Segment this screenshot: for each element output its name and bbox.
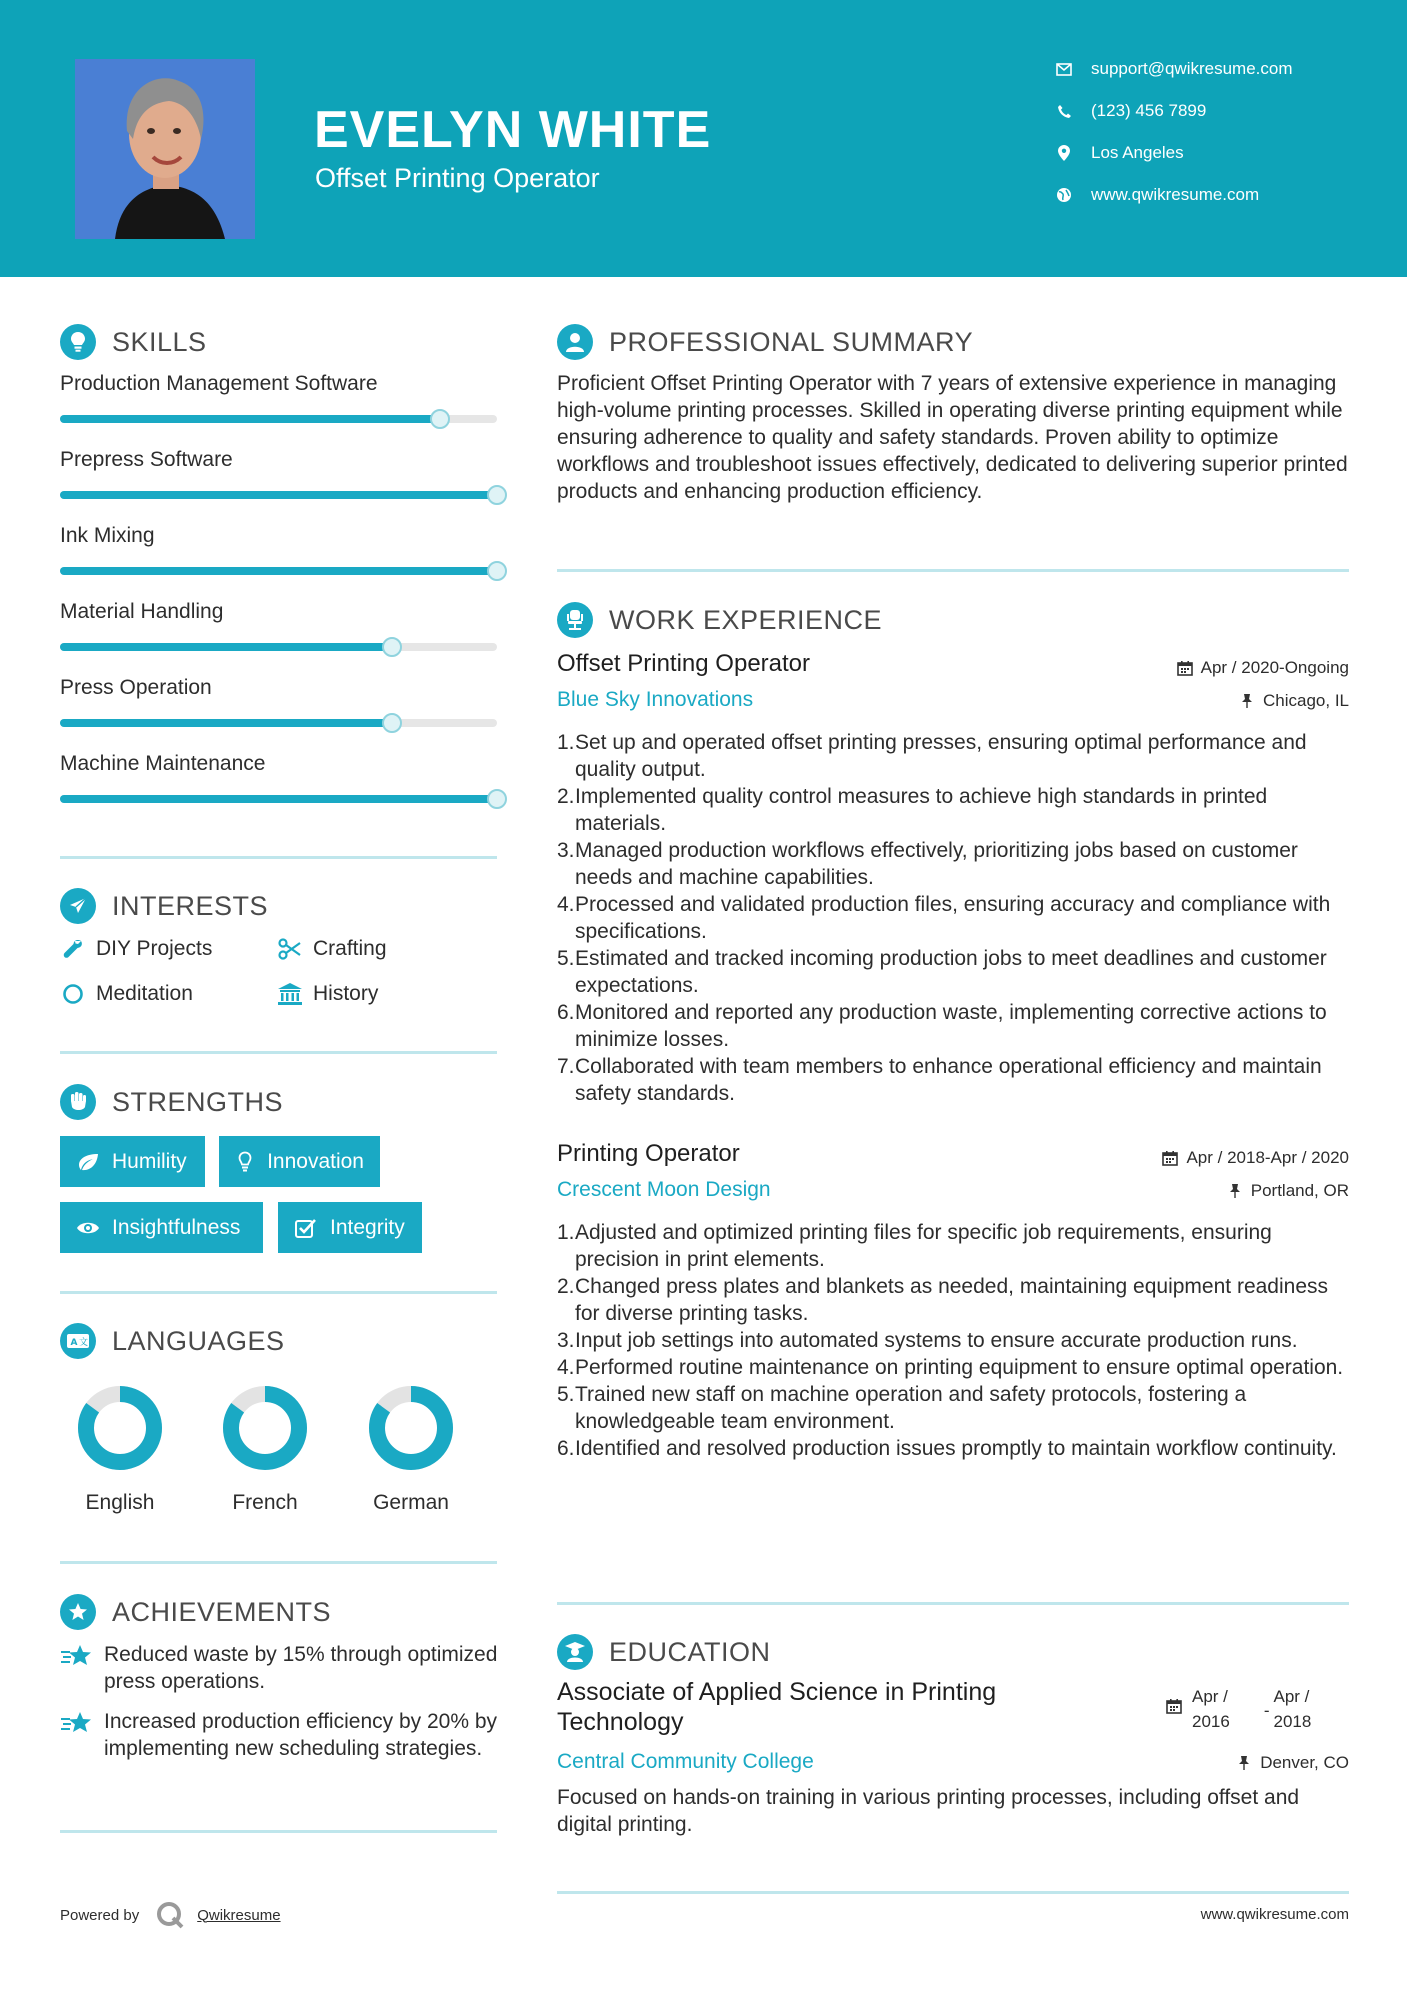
skill-bar-knob	[487, 789, 507, 809]
skill-bar-fill	[60, 719, 392, 727]
job-role: Offset Printing Operator	[557, 650, 811, 677]
profile-photo	[75, 59, 255, 239]
skill-label: Press Operation	[60, 676, 212, 699]
duty-number: 5.	[557, 947, 575, 970]
interests-heading	[60, 888, 268, 924]
interest-item	[60, 981, 193, 1007]
lightbulb-icon	[60, 324, 96, 360]
section-divider	[557, 569, 1349, 572]
map-pin-icon	[1055, 144, 1073, 162]
skill-label: Ink Mixing	[60, 524, 155, 547]
contact-location-text: Los Angeles	[1091, 143, 1184, 162]
language-ring	[366, 1383, 456, 1473]
skill-label: Production Management Software	[60, 372, 378, 395]
achievement-item	[60, 1708, 500, 1762]
paper-plane-icon	[60, 888, 96, 924]
star-icon	[60, 1710, 94, 1762]
languages-heading-text: LANGUAGES	[112, 1325, 285, 1356]
interest-label: Crafting	[313, 937, 387, 960]
duty-number: 6.	[557, 1437, 575, 1460]
section-divider	[60, 1830, 497, 1833]
strength-label: Insightfulness	[112, 1215, 241, 1239]
skill-bar-knob	[430, 409, 450, 429]
strength-badge	[60, 1202, 263, 1253]
duty-text: Processed and validated production files, ensuring accuracy and compliance with specifications.	[575, 893, 1331, 943]
wrench-icon	[60, 936, 86, 962]
duty-number: 1.	[557, 731, 575, 754]
job-location-text: Chicago, IL	[1263, 691, 1349, 710]
education-start	[1192, 1684, 1230, 1734]
section-divider	[557, 1891, 1349, 1894]
duty-text: Monitored and reported any production waste, implementing corrective actions to minimize losses.	[575, 1001, 1327, 1051]
skill-bar-knob	[382, 637, 402, 657]
language-label: French	[232, 1491, 298, 1514]
skill-bar	[60, 643, 497, 651]
job-location	[1227, 1181, 1349, 1201]
leaf-icon	[76, 1150, 100, 1174]
duty-item	[557, 1381, 1357, 1435]
contact-location	[1055, 143, 1184, 163]
duty-text: Managed production workflows effectively, prioritizing jobs based on customer needs and machine capabilities.	[575, 839, 1298, 889]
skill-bar-fill	[60, 491, 497, 499]
circle-outline-icon	[60, 981, 86, 1007]
language-item	[195, 1383, 335, 1515]
lightbulb-outline-icon	[235, 1150, 255, 1174]
interest-item	[277, 981, 378, 1007]
section-divider	[557, 1602, 1349, 1605]
education-location	[1236, 1753, 1349, 1773]
duty-item	[557, 1053, 1357, 1107]
education-description: Focused on hands-on training in various printing processes, including offset and digital printing.	[557, 1786, 1300, 1836]
duty-text: Changed press plates and blankets as needed, maintaining equipment readiness for diverse printing tasks.	[575, 1275, 1329, 1325]
pushpin-icon	[1236, 1755, 1252, 1771]
duty-item	[557, 729, 1357, 783]
duty-text: Set up and operated offset printing presses, ensuring optimal performance and quality output.	[575, 731, 1307, 781]
globe-icon	[1055, 186, 1073, 204]
pushpin-icon	[1239, 693, 1255, 709]
user-icon	[557, 324, 593, 360]
skill-bar-fill	[60, 567, 497, 575]
interest-item	[277, 936, 387, 962]
strengths-heading	[60, 1084, 283, 1120]
duty-number: 3.	[557, 839, 575, 862]
skill-label: Machine Maintenance	[60, 752, 266, 775]
language-ring	[220, 1383, 310, 1473]
education-heading-text: EDUCATION	[609, 1636, 771, 1667]
skill-bar-knob	[487, 485, 507, 505]
section-divider	[60, 1051, 497, 1054]
contact-website[interactable]	[1055, 185, 1259, 205]
job-dates-text: Apr / 2020-Ongoing	[1200, 658, 1349, 677]
job-location	[1239, 691, 1349, 711]
svg-text:A: A	[70, 1338, 78, 1348]
qwikresume-link[interactable]: Qwikresume	[197, 1906, 281, 1924]
duty-item	[557, 1273, 1357, 1327]
duty-item	[557, 1354, 1357, 1381]
duty-item	[557, 999, 1357, 1053]
job-role: Printing Operator	[557, 1140, 740, 1167]
education-dates	[1166, 1684, 1311, 1734]
duty-item	[557, 945, 1357, 999]
job-dates-text: Apr / 2018-Apr / 2020	[1186, 1148, 1349, 1167]
job-company: Crescent Moon Design	[557, 1178, 771, 1201]
duty-item	[557, 891, 1357, 945]
calendar-icon	[1177, 660, 1193, 676]
scissors-icon	[277, 936, 303, 962]
achievement-text: Increased production efficiency by 20% by implementing new scheduling strategies.	[104, 1710, 498, 1760]
skill-bar-knob	[382, 713, 402, 733]
strength-label: Innovation	[267, 1149, 364, 1173]
strength-badge	[278, 1202, 422, 1253]
job-duties	[557, 1219, 1357, 1462]
education-heading	[557, 1634, 771, 1670]
resume-header	[0, 0, 1407, 277]
skill-bar-fill	[60, 643, 392, 651]
achievement-text: Reduced waste by 15% through optimized press operations.	[104, 1643, 498, 1693]
duty-number: 4.	[557, 1356, 575, 1379]
interest-label: Meditation	[96, 982, 193, 1005]
skills-heading	[60, 324, 207, 360]
duty-item	[557, 783, 1357, 837]
education-location-text: Denver, CO	[1260, 1753, 1349, 1772]
duty-number: 3.	[557, 1329, 575, 1352]
education-date-dash: -	[1263, 1701, 1270, 1720]
duty-text: Performed routine maintenance on printing equipment to ensure optimal operation.	[575, 1356, 1344, 1379]
duty-number: 5.	[557, 1383, 575, 1406]
skill-bar	[60, 415, 497, 423]
skill-bar	[60, 491, 497, 499]
skill-bar	[60, 567, 497, 575]
section-divider	[60, 1561, 497, 1564]
skills-heading-text: SKILLS	[112, 326, 207, 357]
pushpin-icon	[1227, 1183, 1243, 1199]
contact-email[interactable]	[1055, 59, 1293, 79]
calendar-icon	[1166, 1698, 1182, 1714]
skill-bar-fill	[60, 795, 497, 803]
candidate-title: Offset Printing Operator	[315, 163, 600, 193]
candidate-name: EVELYN WHITE	[314, 101, 712, 159]
language-item	[50, 1383, 190, 1515]
duty-number: 2.	[557, 1275, 575, 1298]
skill-bar-knob	[487, 561, 507, 581]
language-label: English	[85, 1491, 155, 1514]
qwikresume-logo-icon	[155, 1900, 185, 1930]
achievements-heading-text: ACHIEVEMENTS	[112, 1596, 332, 1627]
star-badge-icon	[60, 1594, 96, 1630]
job-location-text: Portland, OR	[1250, 1181, 1349, 1200]
language-item	[341, 1383, 481, 1515]
duty-item	[557, 1219, 1357, 1273]
education-start-year: 2016	[1192, 1712, 1230, 1731]
language-icon	[60, 1323, 96, 1359]
duty-number: 4.	[557, 893, 575, 916]
section-divider	[60, 1291, 497, 1294]
job-company: Blue Sky Innovations	[557, 688, 754, 711]
contact-phone-text: (123) 456 7899	[1091, 101, 1207, 120]
strength-badge	[219, 1136, 380, 1187]
duty-number: 7.	[557, 1055, 575, 1078]
duty-number: 2.	[557, 785, 575, 808]
achievements-heading	[60, 1594, 331, 1630]
section-divider	[60, 856, 497, 859]
skill-bar	[60, 795, 497, 803]
strength-label: Integrity	[330, 1215, 405, 1239]
skill-label: Prepress Software	[60, 448, 233, 471]
education-end-month: Apr /	[1273, 1687, 1310, 1706]
skill-label: Material Handling	[60, 600, 224, 623]
job-dates	[1177, 658, 1349, 678]
experience-heading-text: WORK EXPERIENCE	[609, 604, 883, 635]
graduate-icon	[557, 1634, 593, 1670]
footer-site[interactable]: www.qwikresume.com	[1200, 1906, 1349, 1923]
contact-website-text: www.qwikresume.com	[1091, 185, 1260, 204]
interest-label: DIY Projects	[96, 937, 213, 960]
education-degree: Associate of Applied Science in Printing Technology	[557, 1678, 997, 1736]
duty-item	[557, 837, 1357, 891]
language-ring	[75, 1383, 165, 1473]
institution-icon	[277, 981, 303, 1007]
duty-number: 6.	[557, 1001, 575, 1024]
phone-icon	[1055, 102, 1073, 120]
duty-item	[557, 1435, 1357, 1462]
eye-icon	[76, 1216, 100, 1240]
duty-text: Adjusted and optimized printing files for specific job requirements, ensuring precision in print elements.	[575, 1221, 1272, 1271]
contact-phone[interactable]	[1055, 101, 1206, 121]
duty-text: Implemented quality control measures to achieve high standards in printed materials.	[575, 785, 1268, 835]
duty-text: Estimated and tracked incoming production jobs to meet deadlines and customer expectations.	[575, 947, 1327, 997]
education-school: Central Community College	[557, 1750, 814, 1773]
strength-label: Humility	[112, 1149, 187, 1173]
powered-by-text: Powered by	[60, 1906, 140, 1924]
duty-text: Input job settings into automated systems to ensure accurate production runs.	[575, 1329, 1298, 1352]
star-icon	[60, 1643, 94, 1695]
summary-text: Proficient Offset Printing Operator with 7 years of extensive experience in managing high-volume printing processes. Skilled in operating diverse printing equipment while ensuring adherence to quality and safety standards. Proven ability to optimize workflows and troubleshoot issues effectively, dedicated to delivering superior printed products and enhancing production efficiency.	[557, 372, 1348, 503]
education-end-year: 2018	[1273, 1712, 1312, 1731]
raised-fist-icon	[60, 1084, 96, 1120]
interest-label: History	[313, 982, 379, 1005]
interest-item	[60, 936, 212, 962]
contact-email-text: support@qwikresume.com	[1091, 59, 1293, 78]
interests-heading-text: INTERESTS	[112, 890, 269, 921]
education-start-month: Apr /	[1192, 1687, 1228, 1706]
languages-heading	[60, 1323, 285, 1359]
svg-text:文: 文	[79, 1338, 89, 1348]
office-chair-icon	[557, 602, 593, 638]
skill-bar	[60, 719, 497, 727]
duty-number: 1.	[557, 1221, 575, 1244]
footer-powered-by	[60, 1900, 281, 1930]
strength-badge	[60, 1136, 205, 1187]
duty-text: Identified and resolved production issues promptly to maintain workflow continuity.	[575, 1437, 1337, 1460]
strengths-heading-text: STRENGTHS	[112, 1086, 284, 1117]
summary-heading	[557, 324, 973, 360]
duty-item	[557, 1327, 1357, 1354]
skill-bar-fill	[60, 415, 440, 423]
experience-heading	[557, 602, 882, 638]
achievement-item	[60, 1641, 500, 1695]
education-end	[1274, 1684, 1312, 1734]
calendar-icon	[1162, 1150, 1178, 1166]
duty-text: Collaborated with team members to enhance operational efficiency and maintain safety standards.	[575, 1055, 1322, 1105]
language-label: German	[373, 1491, 449, 1514]
job-dates	[1162, 1148, 1349, 1168]
duty-text: Trained new staff on machine operation and safety protocols, fostering a knowledgeable team environment.	[575, 1383, 1247, 1433]
job-duties	[557, 729, 1357, 1107]
summary-heading-text: PROFESSIONAL SUMMARY	[609, 326, 974, 357]
checkbox-icon	[294, 1216, 318, 1240]
envelope-icon	[1055, 60, 1073, 78]
